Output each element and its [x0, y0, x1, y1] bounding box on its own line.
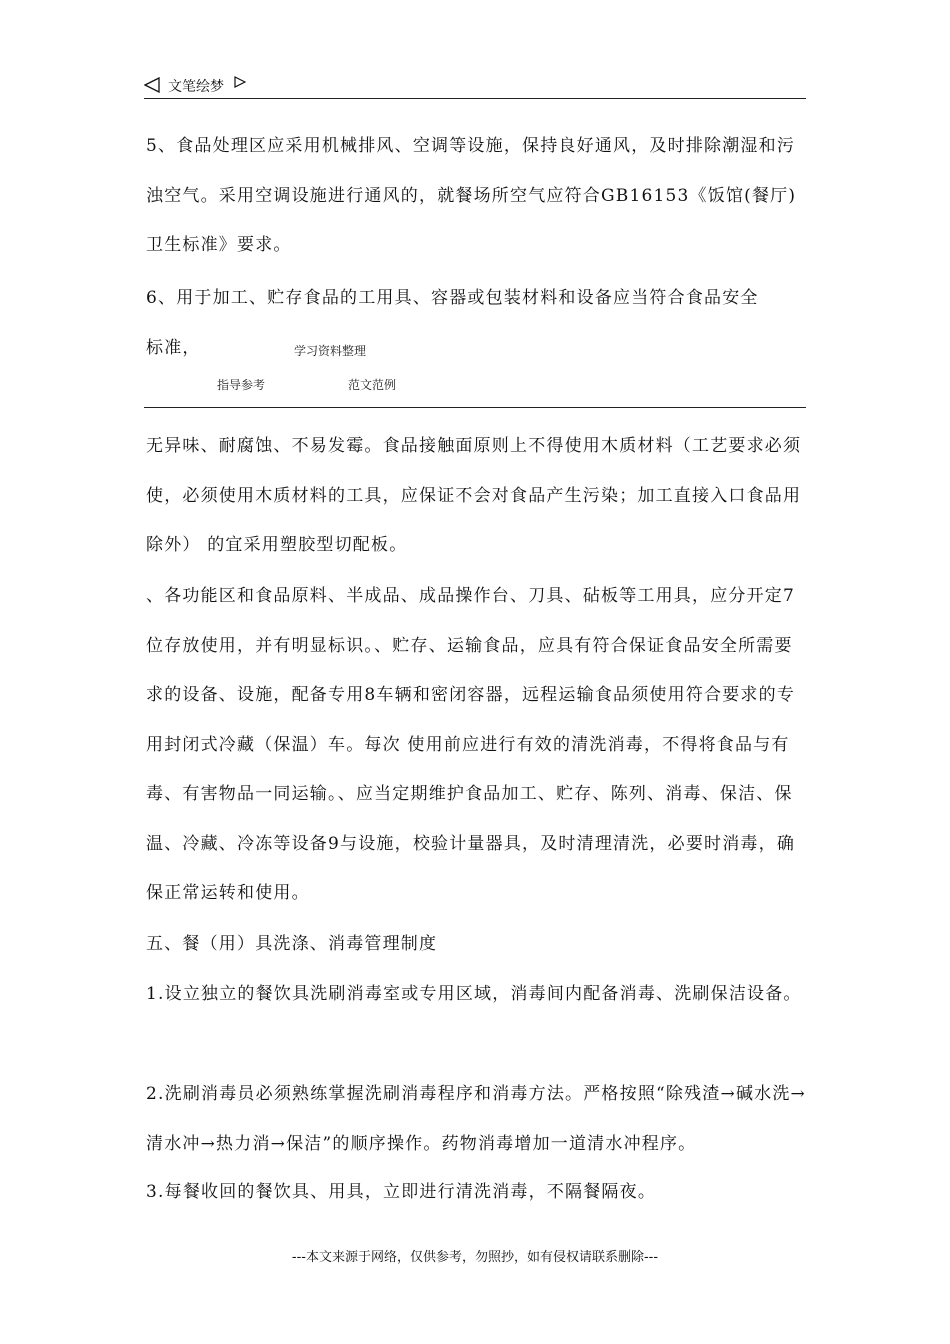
section-heading: 五、餐（用）具洗涤、消毒管理制度	[146, 934, 438, 954]
note-study-material: 学习资料整理	[294, 344, 367, 358]
brand-name: 文笔绘梦	[168, 79, 224, 95]
paragraph-tools-standard: 6、用于加工、贮存食品的工用具、容器或包装材料和设备应当符合食品安全	[146, 288, 759, 308]
list-item-3: 3.每餐收回的餐饮具、用具，立即进行清洗消毒，不隔餐隔夜。	[146, 1182, 657, 1202]
paragraph-standard-end: 标准，	[146, 338, 201, 358]
note-sample-text: 范文范例	[348, 378, 397, 392]
page-divider	[144, 407, 806, 408]
triangle-right-icon	[234, 76, 246, 88]
page-header	[144, 72, 806, 99]
list-item-2: 2.洗刷消毒员必须熟练掌握洗刷消毒程序和消毒方法。严格按照“除残渣→碱水洗→清水冲→热力消→保洁”的顺序操作。药物消毒增加一道清水冲程序。	[146, 1084, 806, 1154]
paragraph-ventilation: 5、食品处理区应采用机械排风、空调等设施，保持良好通风，及时排除潮湿和污浊空气。采用空调设施进行通风的，就餐场所空气应符合GB16153《饭馆(餐厅)卫生标准》要求。	[146, 136, 797, 255]
footer-disclaimer: ---本文来源于网络，仅供参考，勿照抄，如有侵权请联系删除---	[291, 1250, 659, 1265]
paragraph-storage-transport: 、各功能区和食品原料、半成品、成品操作台、刀具、砧板等工用具，应分开定7位存放使用，并有明显标识。、贮存、运输食品，应具有符合保证食品安全所需要求的设备、设施，配备专用8车辆和密闭容器，远程运输食品须使用符合要求的专用封闭式冷藏（保温）车。每次 使用前应进行有效的清洗消毒，不得将食品与有毒、有害物品一同运输。、应当定期维护食品加工、贮存、陈列、消毒、保洁、保温、冷藏、冷冻等设备9与设施，校验计量器具，及时清理清洗，必要时消毒，确保正常运转和使用。	[146, 586, 796, 903]
note-guide-reference: 指导参考	[217, 378, 266, 392]
triangle-left-icon	[144, 77, 160, 93]
paragraph-materials: 无异味、耐腐蚀、不易发霉。食品接触面原则上不得使用木质材料（工艺要求必须使，必须使用木质材料的工具，应保证不会对食品产生污染；加工直接入口食品用除外） 的宜采用塑胶型切配板。	[146, 436, 802, 555]
list-item-1: 1.设立独立的餐饮具洗刷消毒室或专用区域，消毒间内配备消毒、洗刷保洁设备。	[146, 984, 802, 1004]
